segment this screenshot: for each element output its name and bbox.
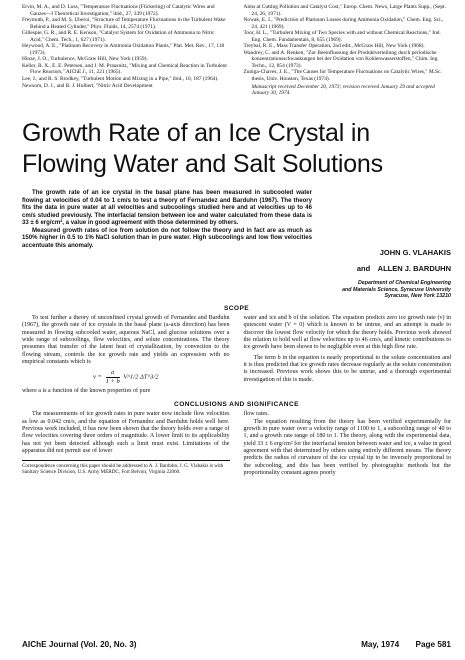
author-block: [322, 190, 451, 300]
affiliation-line: Syracuse, New York 13210: [384, 293, 451, 300]
body-paragraph: flow rates.: [243, 411, 270, 418]
body-paragraph: where a is a function of the known properties of pure: [22, 387, 151, 394]
author-affiliation: [322, 280, 451, 300]
journal-citation: AIChE Journal (Vol. 20, No. 3): [22, 640, 137, 649]
reference-item: Gillespie, G. R., and R. E. Kenson, "Catalyst System for Oxidation of Ammonia to Nitric Acid," Chem. Tech., 1, 627 (1971).: [22, 30, 215, 43]
author-name: ALLEN J. BARDUHN: [377, 264, 451, 274]
section-heading-scope: SCOPE: [223, 304, 250, 312]
equation-numerator: a: [106, 369, 120, 377]
reference-list: [22, 4, 451, 102]
issue-date: May, 1974: [361, 640, 400, 649]
affiliation-line: and Materials Science, Syracuse University: [342, 286, 451, 293]
reference-item: Keller, R. X., E. E. Petersen, and J. M. Prausnitz, "Mixing and Chemical Reaction in Turbulent Flow Reactors," AIChE J., 11, 221 (1965).: [22, 62, 227, 76]
scope-column-left: [22, 315, 230, 395]
section-heading-conclusions: CONCLUSIONS AND SIGNIFICANCE: [174, 401, 299, 409]
abstract-paragraph: Measured growth rates of ice from solution do not follow the theory and in fact are as much as 150% higher in 0.5 to 1% NaCl solution than in pure water. High subcoolings and low flow velocities accentuate this anomaly.: [22, 227, 312, 249]
equation-lhs: v =: [93, 373, 102, 381]
reference-item: Freymuth, P., and M. S. Uberoi, "Structure of Temperature Fluctuations in the Turbulent Wake Behind a Heated Cylinder," Phys. Fluids, 14, 2574 (1971).: [22, 17, 226, 30]
affiliation-line: Department of Chemical Engineering: [357, 280, 451, 287]
reference-item: Wandrey, C. and A. Renken, "Zur Beeinflussung der Produktverteilung durch periodische konzentrationsschwankungen bei der Oxidation von Kohlenwasserstoffen," Chim. Ing. Techn., 12, 854 (1973).: [243, 49, 439, 69]
body-paragraph: The term b in the equation is nearly proportional to the solute concentration and it is thus predicted that ice growth rates decrease regularly as the solute concentration is increased. Previous work shows this to be untrue, and a thorough experimental investigation of this is made.: [243, 354, 451, 383]
author-conjunction: and: [356, 264, 371, 274]
scope-section: [22, 315, 451, 395]
reference-column-right: [244, 4, 452, 102]
equation-denominator: 1 + b: [105, 377, 120, 385]
abstract-paragraph: The growth rate of an ice crystal in the basal plane has been measured in subcooled water flowing at velocities of 0.04 to 1 cm/s to test a theory of Fernandez and Barduhn (1967). The theory fits the data in pure water at all velocities and subcoolings studied here and at velocities up to 46 cm/s studied previously. The interfacial tension between ice and water calculated from these data is 33 ± 6 erg/cm², a value in good agreement with those determined by others.: [22, 190, 312, 227]
author-name: JOHN G. VLAHAKIS: [379, 248, 451, 258]
reference-item: Newsom, D. J., and B. J. Hulbert, "Nitric Acid Development: [22, 82, 153, 89]
growth-rate-equation: [22, 369, 230, 385]
abstract: [22, 190, 312, 300]
reference-item: Aims at Cutting Pollution and Catalyst Cost," Europ. Chem. News, Large Plants Supp., (Sept. 24, 26, 1971).: [243, 4, 446, 17]
page-number: Page 581: [415, 640, 451, 649]
reference-item: Nowak, E. J., "Prediction of Platinum Losses during Ammonia Oxidation," Chem. Eng. Sci., 24, 421 (1969).: [243, 17, 444, 30]
manuscript-note: Manuscript received December 20, 1973; revision received January 29 and accepted January 30, 1974.: [251, 83, 435, 97]
body-paragraph: To test further a theory of unconfined crystal growth of Fernandez and Barduhn (1967), the growth rate of ice crystals in the basal plane (a-axis direction) has been measured in flowing subcooled water, aqueous NaCl, and glucose solutions over a wide range of subcoolings, flow velocities, and solute concentrations. The theory presumes that transfer of the latent heat of crystallization, by convection to the flowing stream, controls the ice growth rate and yields an expression with no empirical constants which is: [22, 314, 230, 365]
equation-fraction: [106, 369, 120, 385]
conclusions-column-left: [22, 411, 230, 477]
abstract-row: [22, 190, 451, 300]
conclusions-column-right: [244, 411, 452, 477]
reference-item: Ervin, M. A., and D. Luss, "Temperature Fluctuations (Flickering) of Catalytic Wires and Gauzes—I Theoretical Investigation," ibid., 27, 339 (1972).: [22, 4, 215, 17]
reference-item: Lee, J., and R. S. Brodkey, "Turbulent Motion and Mixing in a Pipe," ibid., 10, 187 (1964).: [22, 76, 219, 83]
correspondence-footnote: Correspondence concerning this paper should be addressed to A. J. Barduhn. J. G. Vlahakis is with Sanitary Science Division, U.S. Army MERDC, Fort Belvoir, Virginia 22060.: [22, 460, 230, 475]
body-paragraph: The equation resulting from the theory has been verified experimentally for growth in pure water over a velocity range of 1100 to 1, a subcooling range of 40 to 1, and a growth rate range of 180 to 1. The theory, along with the experimental data, yield 33 ± 6 erg/cm² for the interfacial tension between water and ice, a value in good agreement with that determined by others using entirely different means. The theory predicts the radius of curvature of the ice crystal tip to be inversely proportional to the subcooling, and this has been verified by photographic methods but the proportionality constant agrees poorly: [243, 418, 451, 477]
footer-right: [347, 640, 451, 649]
reference-item: Heywood, A. E., "Platinum Recovery in Ammonia Oxidation Plants," Plat. Met. Rev., 17, 118 (1973).: [22, 43, 225, 56]
body-paragraph: water and ice and b of the solution. The equation predicts zero ice growth rate (v) in quiescent water (V = 0) which is known to be untrue, and an attempt is made to discover the lowest flow velocity for which the theory holds. Previous work showed the relation to hold well at flow velocities up to 46 cm/s, and kinetic contributions to ice growth have been shown to be negligible even at this high flow rate.: [243, 314, 451, 351]
reference-item: Hinze, J. O., Turbulence, McGraw Hill, New York (1959).: [22, 56, 148, 63]
reference-item: Toor, H. L., "Turbulent Mixing of Two Species with and without Chemical Reactions," Ind. Eng. Chem. Fundamentals, 8, 655 (1969).: [243, 30, 441, 43]
conclusions-section: [22, 411, 451, 477]
reference-item: Treybal, R. E., Mass Transfer Operation, 2nd edit., McGraw Hill, New York (1968).: [243, 43, 425, 50]
page-footer: [22, 640, 451, 649]
article-title: Growth Rate of an Ice Crystal in Flowing Water and Salt Solutions: [22, 119, 383, 179]
reference-column-left: [22, 4, 230, 102]
equation-rhs: V^1/2 ΔT^3/2: [123, 373, 159, 381]
reference-item: Zuniga-Chaves, J. E., "The Causes for Temperature Fluctuations on Catalytic Wires," M.Sc. thesis, Univ. Houston, Texas (1974).: [243, 69, 442, 83]
body-paragraph: The measurements of ice growth rates in pure water now include flow velocities as low as 0.042 cm/s, and the equation of Fernandez and Barduhn holds well here. Previous work included, it has now been shown that the theory holds over a range of flow velocities covering three orders of magnitude. A lower limit to its applicability has not yet been detected although such a limit must exist. Limitations of the apparatus did not permit use of lower: [22, 411, 230, 454]
scope-column-right: [244, 315, 452, 395]
